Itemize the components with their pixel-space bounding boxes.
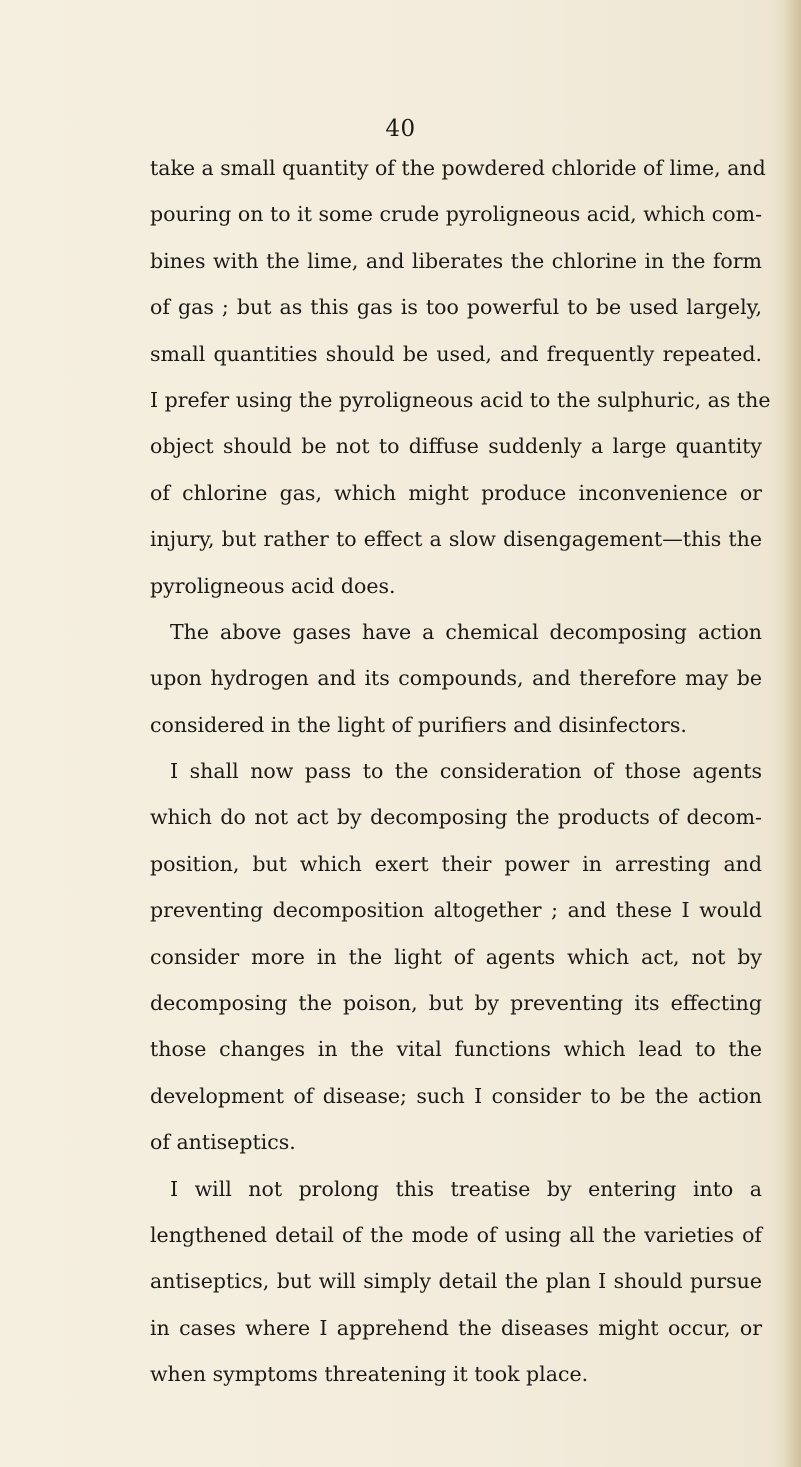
text-line: position, but which exert their power in arresting and (150, 851, 762, 876)
page-edge-shadow (783, 0, 801, 1467)
text-line: preventing decomposition altogether ; and these I would (150, 898, 762, 923)
text-line: pouring on to it some crude pyroligneous acid, which com- (150, 202, 762, 227)
text-line: I shall now pass to the consideration of those agents (170, 759, 762, 784)
text-line: consider more in the light of agents which act, not by (150, 944, 762, 969)
text-line: upon hydrogen and its compounds, and therefore may be (150, 666, 762, 691)
text-line: injury, but rather to effect a slow disengagement—this the (150, 527, 762, 552)
text-line: development of disease; such I consider to be the action (150, 1083, 762, 1108)
text-line: small quantities should be used, and frequently repeated. (150, 341, 762, 366)
text-line: those changes in the vital functions which lead to the (150, 1037, 762, 1062)
text-line: The above gases have a chemical decomposing action (170, 619, 762, 644)
body-text (150, 145, 771, 1398)
text-line: decomposing the poison, but by preventing its effecting (150, 991, 762, 1016)
text-line: which do not act by decomposing the products of decom- (150, 805, 762, 830)
text-line: when symptoms threatening it took place. (150, 1362, 589, 1387)
text-line: I will not prolong this treatise by entering into a (170, 1176, 762, 1201)
text-line: in cases where I apprehend the diseases might occur, or (150, 1315, 762, 1340)
text-line: lengthened detail of the mode of using all the varieties of (150, 1222, 762, 1247)
text-line: of gas ; but as this gas is too powerful to be used largely, (150, 295, 762, 320)
text-line: bines with the lime, and liberates the chlorine in the form (150, 248, 762, 273)
text-line: of chlorine gas, which might produce inconvenience or (150, 480, 762, 505)
text-line: considered in the light of purifiers and disinfectors. (150, 712, 687, 737)
text-line: pyroligneous acid does. (150, 573, 396, 598)
text-line: object should be not to diffuse suddenly a large quantity (150, 434, 762, 459)
page-number: 40 (385, 116, 416, 142)
text-line: of antiseptics. (150, 1130, 296, 1155)
text-line: I prefer using the pyroligneous acid to the sulphuric, as the (150, 387, 771, 412)
text-line: antiseptics, but will simply detail the plan I should pursue (150, 1269, 762, 1294)
text-line: take a small quantity of the powdered chloride of lime, and (150, 156, 766, 180)
